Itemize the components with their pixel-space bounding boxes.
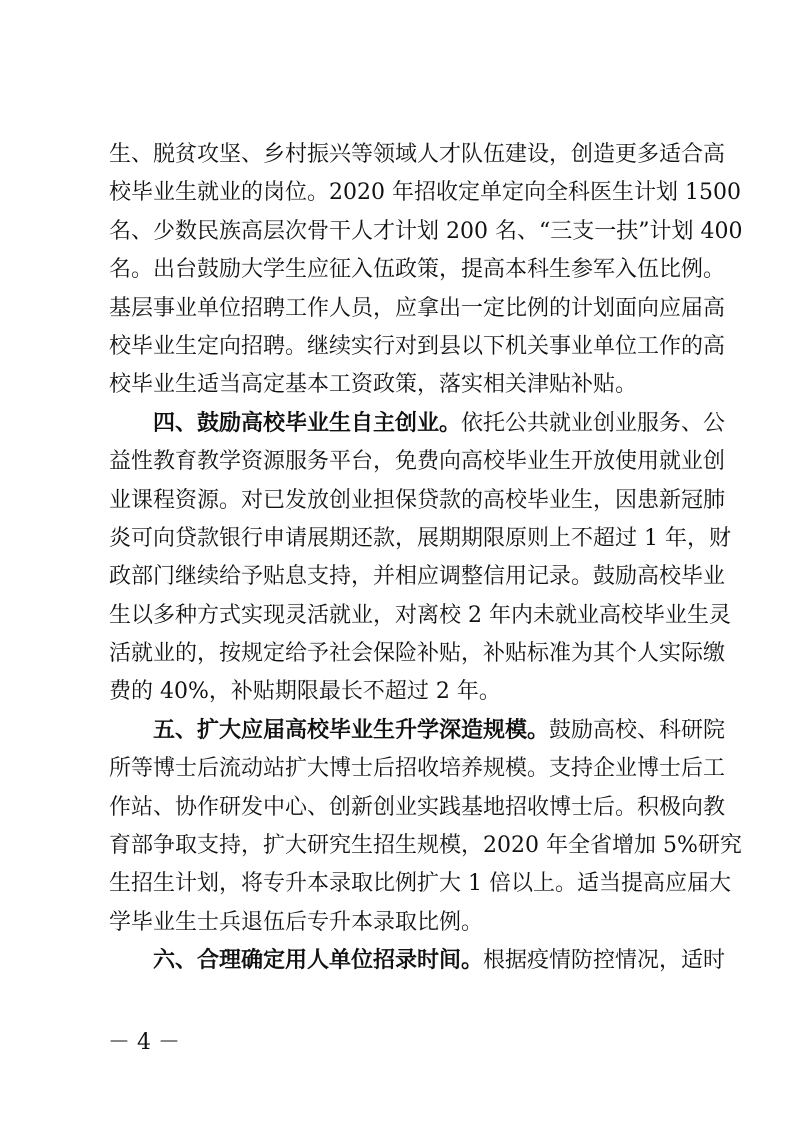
paragraph-first-line (109, 405, 726, 443)
text-run: 鼓励高校、科研院 (549, 717, 726, 743)
paragraph-entrepreneurship (109, 405, 731, 712)
text-line: 活就业的，按规定给予社会保险补贴，补贴标准为其个人实际缴 (109, 641, 726, 667)
text-line: 业课程资源。对已发放创业担保贷款的高校毕业生，因患新冠肺 (109, 487, 726, 513)
section-heading-six: 六、合理确定用人单位招录时间。 (153, 948, 484, 974)
text-line: 作站、协作研发中心、创新创业实践基地招收博士后。积极向教 (109, 794, 726, 820)
text-line: 所等博士后流动站扩大博士后招收培养规模。支持企业博士后工 (109, 756, 726, 782)
text-line: 政部门继续给予贴息支持，并相应调整信用记录。鼓励高校毕业 (109, 564, 726, 590)
text-line: 费的 40%，补贴期限最长不超过 2 年。 (109, 679, 501, 705)
paragraph-first-line (109, 712, 726, 750)
text-line: 炎可向贷款银行申请展期还款，展期期限原则上不超过 1 年，财 (109, 525, 731, 551)
text-line: 学毕业生士兵退伍后专升本录取比例。 (109, 909, 484, 935)
text-line: 校毕业生就业的岗位。2020 年招收定单定向全科医生计划 1500 (109, 180, 741, 206)
paragraph-recruitment-timing (109, 942, 726, 980)
text-line: 生招生计划，将专升本录取比例扩大 1 倍以上。适当提高应届大 (109, 871, 731, 897)
text-line: 育部争取支持，扩大研究生招生规模，2020 年全省增加 5%研究 (109, 833, 742, 859)
paragraph-first-line (109, 942, 726, 980)
paragraph-further-study (109, 712, 742, 942)
text-line: 名。出台鼓励大学生应征入伍政策，提高本科生参军入伍比例。 (109, 257, 726, 283)
text-line: 校毕业生适当高定基本工资政策，落实相关津贴补贴。 (109, 372, 638, 398)
text-line: 名、少数民族高层次骨干人才计划 200 名、“三支一扶”计划 400 (109, 218, 743, 244)
text-run: 根据疫情防控情况，适时 (483, 948, 726, 974)
text-line: 基层事业单位招聘工作人员，应拿出一定比例的计划面向应届高 (109, 295, 726, 321)
paragraph-grassroots-employment (109, 136, 743, 405)
page-number: － 4 － (108, 1030, 180, 1055)
text-line: 校毕业生定向招聘。继续实行对到县以下机关事业单位工作的高 (109, 333, 726, 359)
body-text (109, 136, 743, 981)
section-heading-four: 四、鼓励高校毕业生自主创业。 (153, 410, 462, 436)
text-line: 益性教育教学资源服务平台，免费向高校毕业生开放使用就业创 (109, 449, 726, 475)
section-heading-five: 五、扩大应届高校毕业生升学深造规模。 (153, 717, 550, 743)
text-run: 依托公共就业创业服务、公 (461, 410, 726, 436)
text-line: 生、脱贫攻坚、乡村振兴等领域人才队伍建设，创造更多适合高 (109, 142, 726, 167)
text-line: 生以多种方式实现灵活就业，对离校 2 年内未就业高校毕业生灵 (109, 602, 731, 628)
